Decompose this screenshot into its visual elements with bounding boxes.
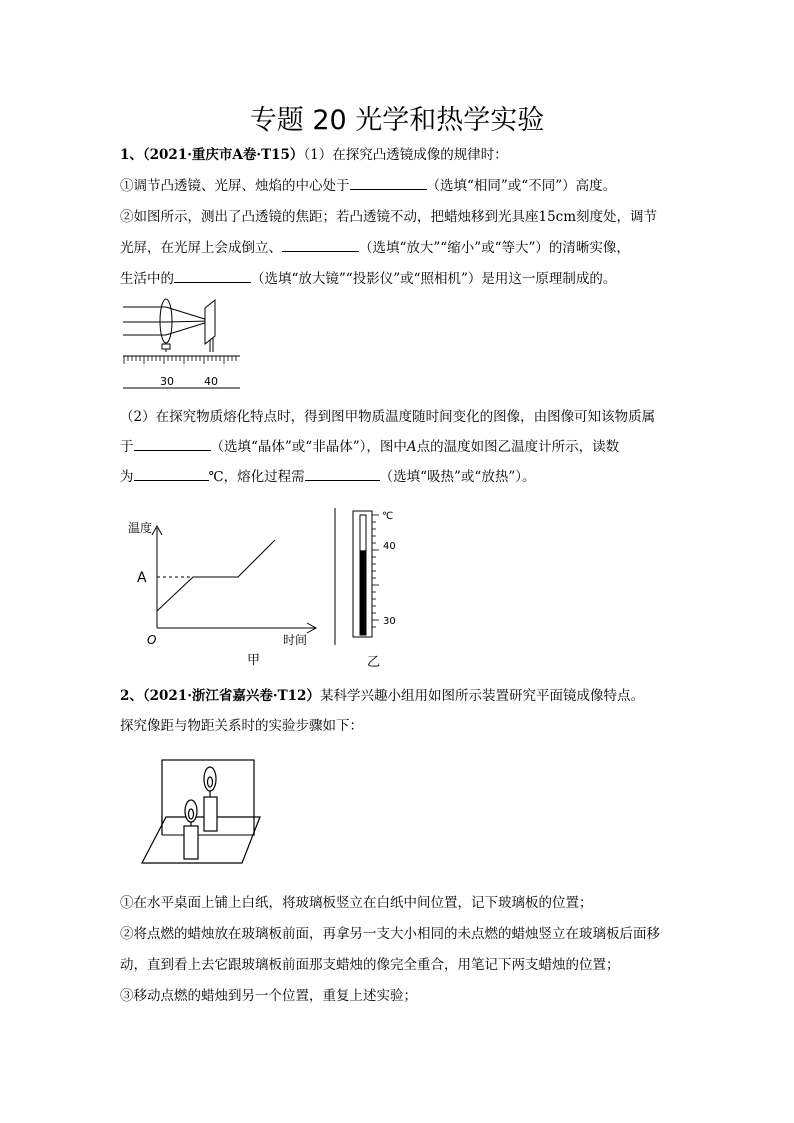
temperature-curve xyxy=(157,540,275,611)
plane-mirror-figure xyxy=(138,755,268,870)
q1-intro: （1）在探究凸透镜成像的规律时： xyxy=(303,147,508,163)
q2-line-2: 探究像距与物距关系时的实验步骤如下： xyxy=(120,718,363,734)
q2-source: 2、（2021·浙江省嘉兴卷·T12） xyxy=(120,688,320,704)
q1-header xyxy=(120,145,508,165)
convex-lens xyxy=(160,299,172,343)
graph-ylabel: 温度 xyxy=(128,521,153,535)
thermometer-figure xyxy=(325,505,415,670)
q1-part2-line-3 xyxy=(120,467,535,487)
q1-text: ℃，熔化过程需 xyxy=(208,469,305,485)
q1-text: 为 xyxy=(120,469,134,485)
q1-text: 光屏，在光屏上会成倒立、 xyxy=(120,240,282,256)
q2-step-2a: ②将点燃的蜡烛放在玻璃板前面，再拿另一支大小相同的未点燃的蜡烛竖立在玻璃板后面移 xyxy=(120,926,660,942)
answer-blank-6[interactable] xyxy=(305,467,380,481)
q1-text: ①调节凸透镜、光屏、烛焰的中心处于 xyxy=(120,178,350,194)
graph-xlabel: 时间 xyxy=(283,633,308,647)
q2-step-2b: 动，直到看上去它跟玻璃板前面那支蜡烛的像完全重合，用笔记下两支蜡烛的位置； xyxy=(120,957,620,973)
graph-origin: O xyxy=(147,633,157,647)
optical-bench-figure xyxy=(118,298,248,392)
thermo-caption: 乙 xyxy=(367,655,381,670)
answer-blank-5[interactable] xyxy=(134,467,209,481)
light-screen xyxy=(205,300,215,344)
q1-source: 1、（2021·重庆市A卷·T15） xyxy=(120,147,304,163)
q2-intro: 某科学兴趣小组用如图所示装置研究平面镜成像特点。 xyxy=(319,688,644,704)
q1-text: 于 xyxy=(120,439,134,455)
q1-part2-line-1: （2）在探究物质熔化特点时，得到图甲物质温度随时间变化的图像，由图像可知该物质属 xyxy=(120,409,656,425)
thermo-label-40: 40 xyxy=(383,541,396,552)
mercury-column xyxy=(360,550,366,635)
q1-text: （选填“放大”“缩小”或“等大”）的清晰实像， xyxy=(359,240,630,256)
melting-graph xyxy=(125,518,325,668)
q1-part2-line-2 xyxy=(120,437,619,457)
answer-blank-4[interactable] xyxy=(134,437,211,451)
q1-line-2: ②如图所示，测出了凸透镜的焦距；若凸透镜不动，把蜡烛移到光具座15cm刻度处，调节 xyxy=(120,209,658,225)
answer-blank-2[interactable] xyxy=(282,238,359,252)
candle-behind xyxy=(204,797,217,831)
q1-line-4 xyxy=(120,269,616,289)
scale-label-40: 40 xyxy=(204,375,218,388)
graph-point-a: A xyxy=(137,570,147,586)
q2-step-1: ①在水平桌面上铺上白纸，将玻璃板竖立在白纸中间位置，记下玻璃板的位置； xyxy=(120,895,593,911)
q1-line-1 xyxy=(120,176,616,196)
q1-text: 生活中的 xyxy=(120,271,174,287)
scale-label-30: 30 xyxy=(160,375,174,388)
graph-caption: 甲 xyxy=(247,653,261,668)
q1-text: 点的温度如图乙温度计所示，读数 xyxy=(416,439,620,455)
q2-header xyxy=(120,686,644,706)
q1-text: （选填“晶体”或“非晶体”），图中 xyxy=(210,439,407,455)
answer-blank-3[interactable] xyxy=(174,269,251,283)
page-title: 专题 20 光学和热学实验 xyxy=(249,105,545,136)
white-paper xyxy=(142,817,260,863)
point-a-ref: A xyxy=(406,439,417,455)
q1-line-3 xyxy=(120,238,630,258)
q2-step-3: ③移动点燃的蜡烛到另一个位置，重复上述实验； xyxy=(120,988,417,1004)
q1-text: （选填“吸热”或“放热”）。 xyxy=(379,469,536,485)
thermo-unit: ℃ xyxy=(382,511,394,522)
candle-front xyxy=(184,826,198,859)
answer-blank-1[interactable] xyxy=(350,176,427,190)
thermo-label-30: 30 xyxy=(383,616,396,627)
q1-text: （选填“放大镜”“投影仪”或“照相机”）是用这一原理制成的。 xyxy=(251,271,617,287)
q1-text: （选填“相同”或“不同”）高度。 xyxy=(426,178,617,194)
